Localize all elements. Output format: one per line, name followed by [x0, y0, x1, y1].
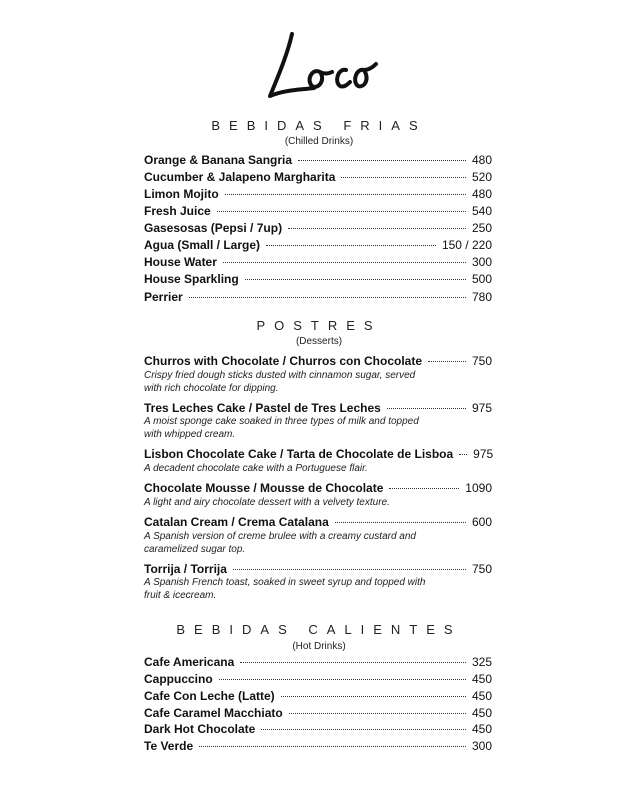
menu-item [144, 238, 492, 254]
menu-item [144, 447, 492, 463]
leader-dots [298, 160, 466, 161]
section-title-bebidas-frias: BEBIDAS FRIAS [211, 118, 427, 133]
menu-item [144, 739, 492, 755]
item-description-line: with rich chocolate for dipping. [144, 382, 279, 394]
leader-dots [387, 408, 466, 409]
leader-dots [217, 211, 466, 212]
item-price: 975 [473, 447, 494, 461]
item-description-line: A Spanish French toast, soaked in sweet syrup and topped with [144, 577, 426, 588]
item-description-line: A decadent chocolate cake with a Portuguese flair. [144, 463, 368, 474]
menu-item [144, 689, 492, 705]
menu-item [144, 187, 492, 203]
loco-logo [262, 28, 380, 106]
leader-dots [281, 696, 466, 697]
leader-dots [428, 361, 466, 362]
item-description-line: A moist sponge cake soaked in three types of milk and topped [144, 416, 419, 427]
menu-item [144, 170, 492, 186]
menu-item [144, 672, 492, 688]
leader-dots [219, 679, 466, 680]
item-description-line: caramelized sugar top. [144, 543, 246, 555]
leader-dots [389, 488, 459, 489]
leader-dots [189, 297, 466, 298]
leader-dots [341, 177, 466, 178]
item-description-line: fruit & icecream. [144, 589, 217, 601]
item-price: 300 [471, 739, 492, 753]
item-description [144, 497, 474, 510]
item-price: 750 [471, 562, 492, 576]
item-name: Lisbon Chocolate Cake / Tarta de Chocolate de Lisboa [144, 447, 454, 461]
section-subtitle-hot-drinks: (Hot Drinks) [292, 641, 346, 652]
item-name: Cafe Caramel Macchiato [144, 706, 283, 720]
item-name: Chocolate Mousse / Mousse de Chocolate [144, 481, 384, 495]
item-name: House Water [144, 255, 217, 269]
menu-item [144, 255, 492, 271]
menu-item [144, 204, 492, 220]
item-name: Torrija / Torrija [144, 562, 227, 576]
item-name: Perrier [144, 290, 183, 304]
section-title-postres: POSTRES [256, 318, 382, 333]
leader-dots [240, 662, 466, 663]
item-name: House Sparkling [144, 272, 239, 286]
item-name: Tres Leches Cake / Pastel de Tres Leches [144, 401, 381, 415]
leader-dots [245, 279, 466, 280]
menu-item [144, 272, 492, 288]
item-price: 600 [471, 515, 492, 529]
item-name: Churros with Chocolate / Churros con Chocolate [144, 354, 423, 368]
item-price: 450 [471, 706, 492, 720]
leader-dots [223, 262, 466, 263]
item-price: 750 [471, 354, 492, 368]
item-name: Fresh Juice [144, 204, 211, 218]
menu-item [144, 722, 492, 738]
menu-item [144, 221, 492, 237]
leader-dots [335, 522, 466, 523]
leader-dots [233, 569, 466, 570]
item-price: 450 [471, 722, 492, 736]
leader-dots [261, 729, 466, 730]
section-subtitle-chilled-drinks: (Chilled Drinks) [284, 136, 354, 147]
menu-item [144, 153, 492, 169]
menu-item [144, 655, 492, 671]
item-name: Catalan Cream / Crema Catalana [144, 515, 329, 529]
item-price: 540 [471, 204, 492, 218]
leader-dots [199, 746, 466, 747]
item-name: Agua (Small / Large) [144, 238, 261, 252]
item-description [144, 416, 474, 441]
item-name: Cucumber & Jalapeno Margharita [144, 170, 336, 184]
leader-dots [266, 245, 436, 246]
item-name: Cappuccino [144, 672, 213, 686]
item-price: 520 [471, 170, 492, 184]
menu-item [144, 515, 492, 531]
menu-item [144, 401, 492, 417]
item-price: 480 [471, 153, 492, 167]
item-name: Cafe Americana [144, 655, 235, 669]
item-price: 975 [471, 401, 492, 415]
item-price: 480 [471, 187, 492, 201]
leader-dots [288, 228, 466, 229]
item-description [144, 370, 474, 395]
item-description [144, 463, 474, 476]
item-price: 450 [471, 672, 492, 686]
item-price: 780 [471, 290, 492, 304]
leader-dots [225, 194, 466, 195]
item-description-line: with whipped cream. [144, 428, 236, 440]
item-description-line: A Spanish version of creme brulee with a creamy custard and [144, 531, 416, 542]
item-name: Limon Mojito [144, 187, 219, 201]
leader-dots [459, 454, 467, 455]
item-name: Gasesosas (Pepsi / 7up) [144, 221, 283, 235]
item-price: 150 / 220 [441, 238, 492, 252]
item-price: 325 [471, 655, 492, 669]
menu-item [144, 290, 492, 306]
item-name: Cafe Con Leche (Latte) [144, 689, 275, 703]
leader-dots [289, 713, 466, 714]
item-description [144, 577, 474, 602]
menu-item [144, 706, 492, 722]
section-subtitle-desserts: (Desserts) [295, 336, 343, 347]
item-description-line: A light and airy chocolate dessert with a velvety texture. [144, 497, 390, 508]
menu-item [144, 481, 492, 497]
item-name: Te Verde [144, 739, 194, 753]
section-title-bebidas-calientes: BEBIDAS CALIENTES [176, 622, 462, 637]
item-description [144, 531, 474, 556]
item-price: 250 [471, 221, 492, 235]
item-price: 500 [471, 272, 492, 286]
item-price: 300 [471, 255, 492, 269]
item-price: 450 [471, 689, 492, 703]
item-price: 1090 [465, 481, 492, 495]
menu-item [144, 562, 492, 578]
item-description-line: Crispy fried dough sticks dusted with cinnamon sugar, served [144, 370, 416, 381]
menu-item [144, 354, 492, 370]
item-name: Orange & Banana Sangria [144, 153, 293, 167]
item-name: Dark Hot Chocolate [144, 722, 256, 736]
